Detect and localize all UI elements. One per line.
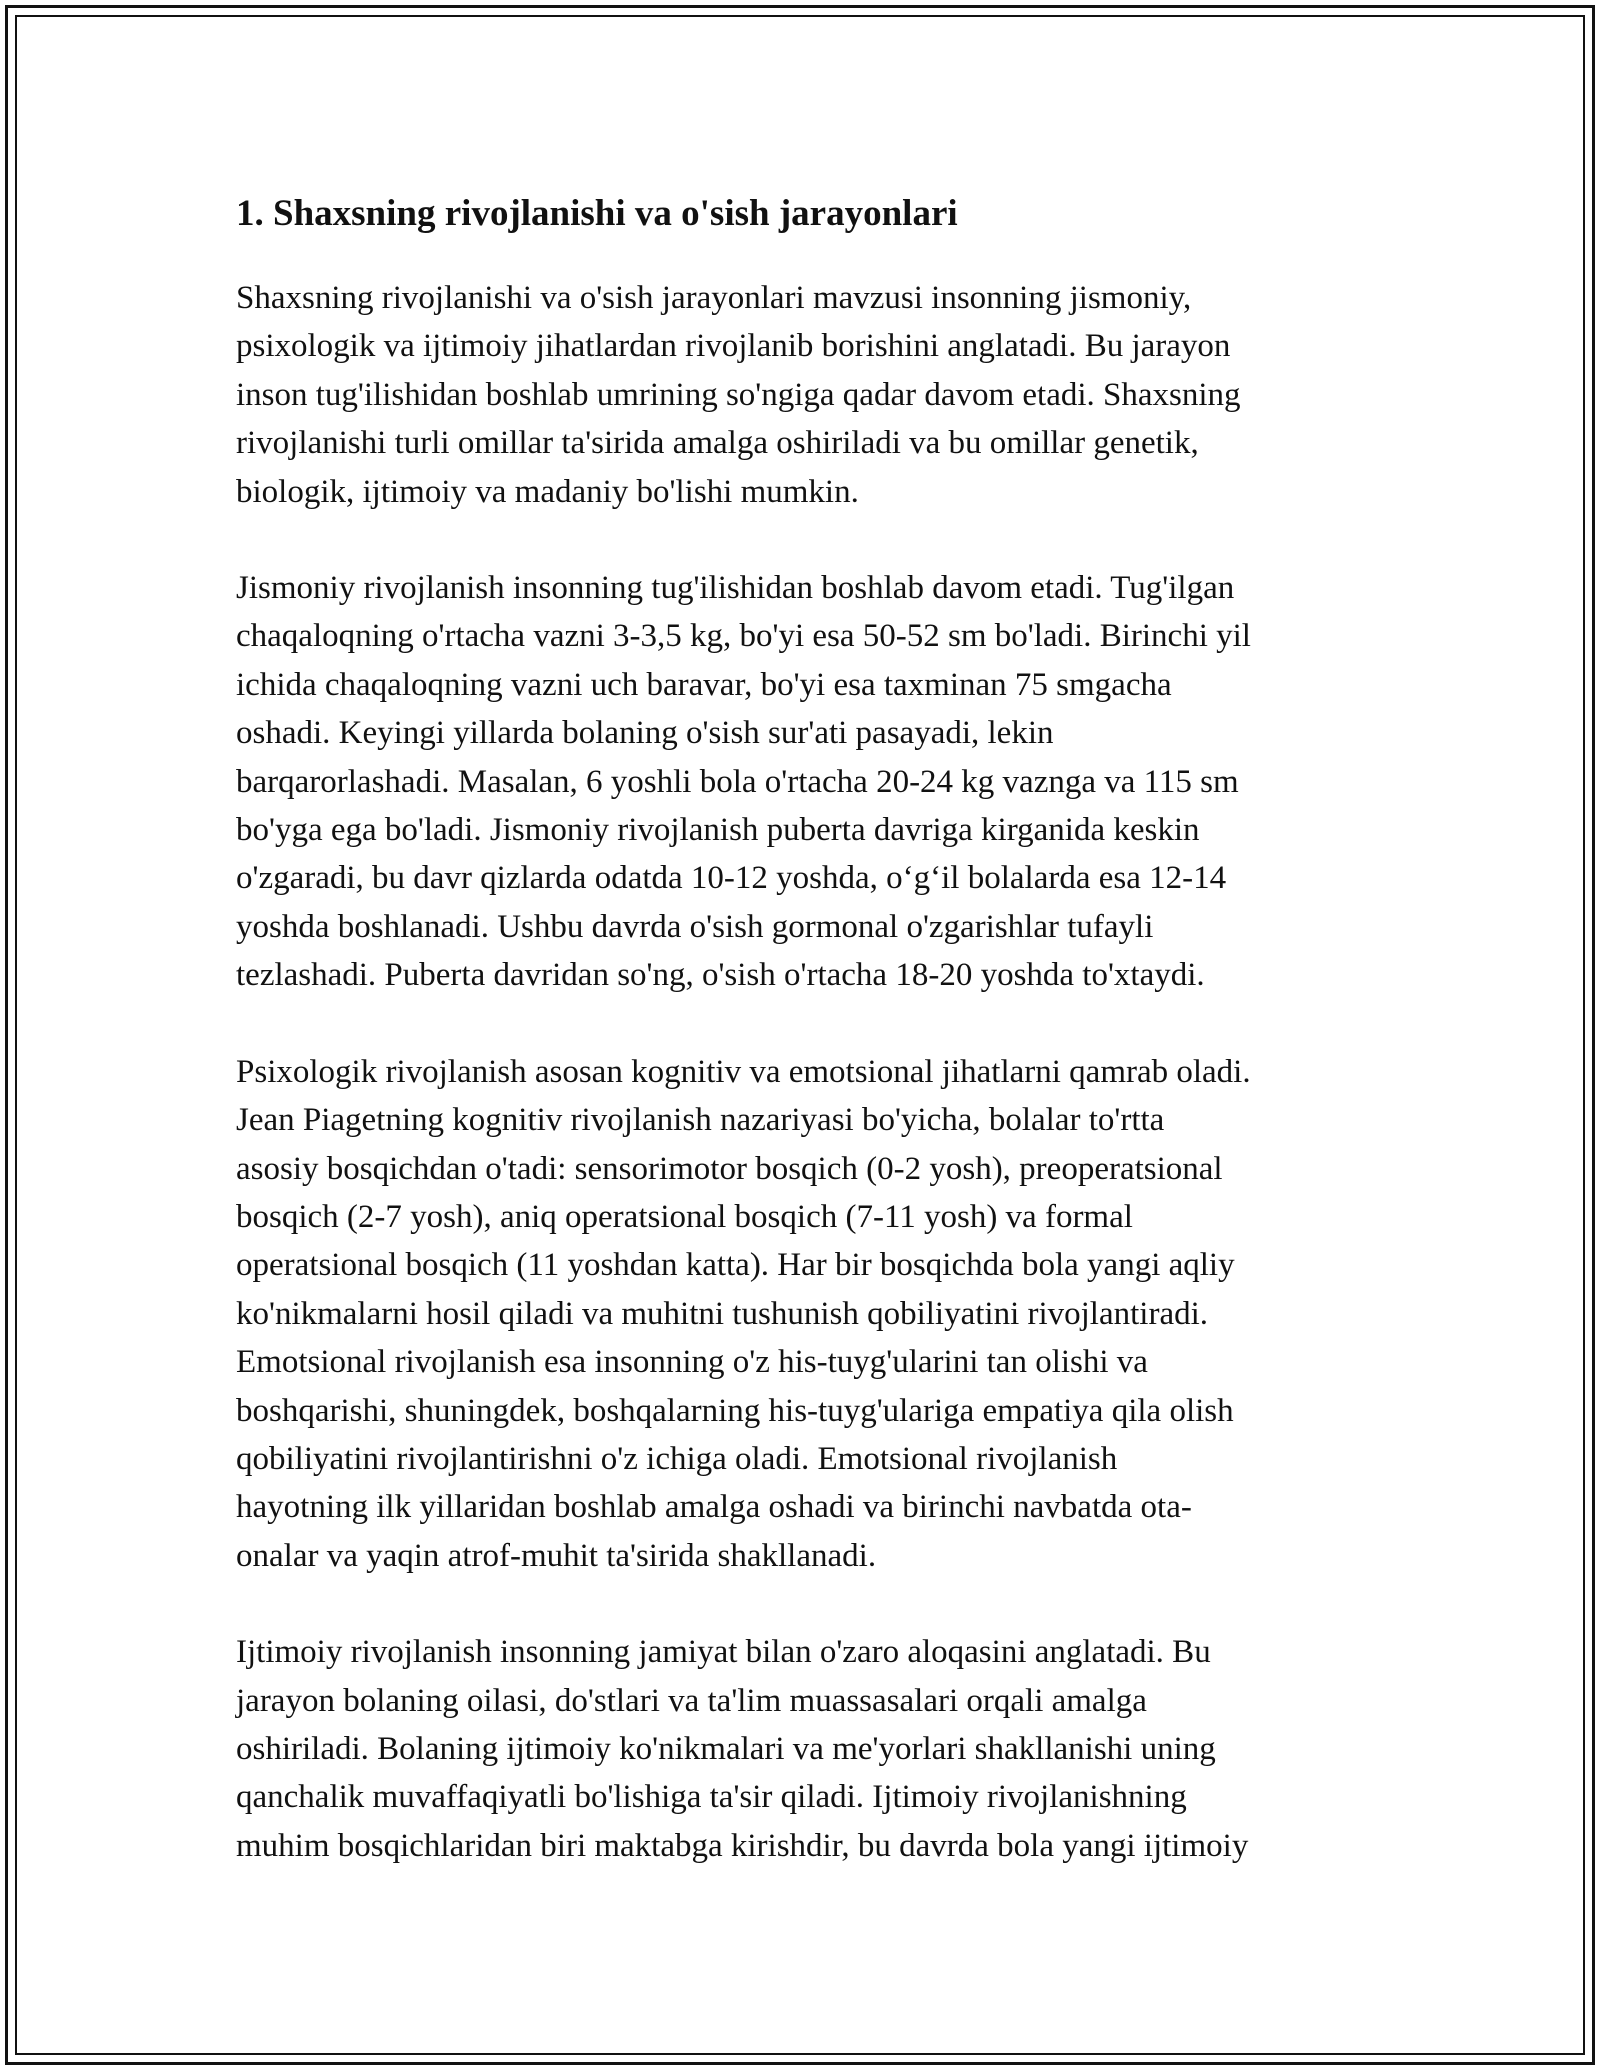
paragraph-social-development: Ijtimoiy rivojlanish insonning jamiyat bilan o'zaro aloqasini anglatadi. Bu jarayon bolaning oilasi, do'stlari va ta'lim muassasalari orqali amalga oshiriladi. Bolaning ijtimoiy ko'nikmalari va me'yorlari shakllanishi uning qanchalik muvaffaqiyatli bo'lishiga ta'sir qiladi. Ijtimoiy rivojlanishning muhim bosqichlaridan biri maktabga kirishdir, bu davrda bola yangi ijtimoiy bbox=[236, 1634, 1249, 1864]
paragraph-intro: Shaxsning rivojlanishi va o'sish jarayonlari mavzusi insonning jismoniy, psixologik va ijtimoiy jihatlardan rivojlanib borishini anglatadi. Bu jarayon inson tug'ilishidan boshlab umrining so'ngiga qadar davom etadi. Shaxsning rivojlanishi turli omillar ta'sirida amalga oshiriladi va bu omillar genetik, biologik, ijtimoiy va madaniy bo'lishi mumkin. bbox=[236, 280, 1241, 510]
section-heading: 1. Shaxsning rivojlanishi va o'sish jarayonlari bbox=[236, 193, 958, 234]
paragraph-psychological-development: Psixologik rivojlanish asosan kognitiv va emotsional jihatlarni qamrab oladi. Jean Piagetning kognitiv rivojlanish nazariyasi bo'yicha, bolalar to'rtta asosiy bosqichdan o'tadi: sensorimotor bosqich (0-2 yosh), preoperatsional bosqich (2-7 yosh), aniq operatsional bosqich (7-11 yosh) va formal operatsional bosqich (11 yoshdan katta). Har bir bosqichda bola yangi aqliy ko'nikmalarni hosil qiladi va muhitni tushunish qobiliyatini rivojlantiradi. Emotsional rivojlanish esa insonning o'z his-tuyg'ularini tan olishi va boshqarishi, shuningdek, boshqalarning his-tuyg'ulariga empatiya qila olish qobiliyatini rivojlantirishni o'z ichiga oladi. Emotsional rivojlanish hayotning ilk yillaridan boshlab amalga oshadi va birinchi navbatda ota- onalar va yaqin atrof-muhit ta'sirida shakllanadi. bbox=[236, 1053, 1251, 1574]
document-body bbox=[236, 186, 1376, 1870]
paragraph-physical-development: Jismoniy rivojlanish insonning tug'ilishidan boshlab davom etadi. Tug'ilgan chaqaloqning o'rtacha vazni 3-3,5 kg, bo'yi esa 50-52 sm bo'ladi. Birinchi yil ichida chaqaloqning vazni uch baravar, bo'yi esa taxminan 75 smgacha oshadi. Keyingi yillarda bolaning o'sish sur'ati pasayadi, lekin barqarorlashadi. Masalan, 6 yoshli bola o'rtacha 20-24 kg vaznga va 115 sm bo'yga ega bo'ladi. Jismoniy rivojlanish puberta davriga kirganida keskin o'zgaradi, bu davr qizlarda odatda 10-12 yoshda, o‘g‘il bolalarda esa 12-14 yoshda boshlanadi. Ushbu davrda o'sish gormonal o'zgarishlar tufayli tezlashadi. Puberta davridan so'ng, o'sish o'rtacha 18-20 yoshda to'xtaydi. bbox=[236, 570, 1251, 994]
